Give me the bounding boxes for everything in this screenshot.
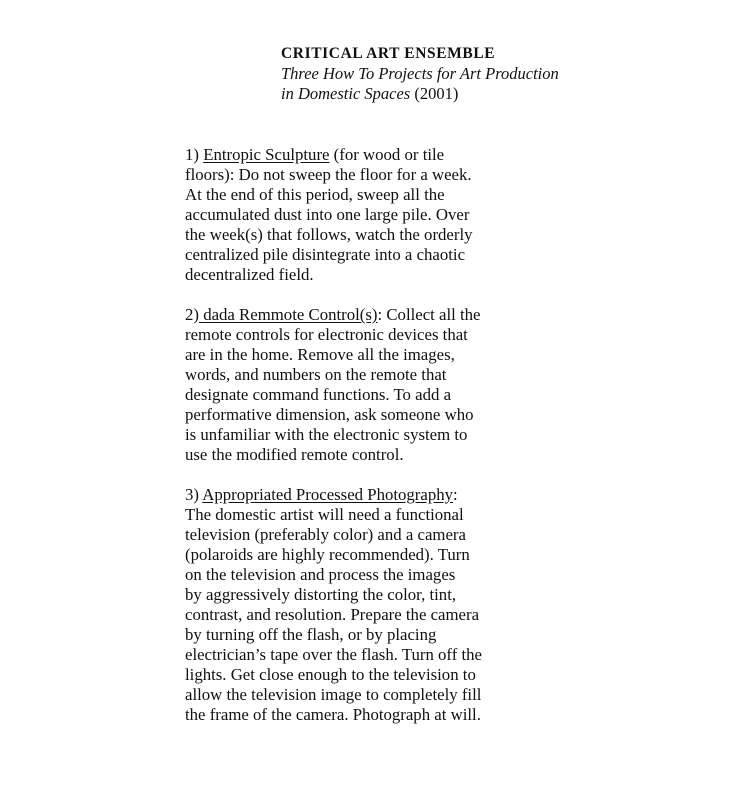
author-heading: CRITICAL ART ENSEMBLE (281, 45, 496, 62)
project-title-suffix: : (377, 305, 383, 324)
project-first-line (185, 145, 550, 165)
subtitle-line-2 (281, 84, 721, 104)
project-text-line: use the modified remote control. (185, 445, 404, 464)
project-text-line: television (preferably color) and a camera (185, 525, 466, 544)
project-text-line: decentralized field. (185, 265, 314, 284)
document-header (281, 44, 721, 104)
project-entropic-sculpture (185, 145, 550, 285)
project-text-line: words, and numbers on the remote that (185, 365, 447, 384)
project-text-line: the frame of the camera. Photograph at will. (185, 705, 481, 724)
project-text-line: lights. Get close enough to the television to (185, 665, 476, 684)
project-dada-remote-control (185, 305, 550, 465)
project-text-line: The domestic artist will need a functional (185, 505, 464, 524)
project-first-line (185, 485, 550, 505)
project-text-line: designate command functions. To add a (185, 385, 452, 404)
project-title-text: dada Remmote Control(s) (203, 305, 378, 324)
publication-year: (2001) (414, 84, 459, 103)
project-title: Appropriated Processed Photography (202, 485, 454, 504)
project-title-suffix: : (453, 485, 458, 504)
project-text-line: (for wood or tile (329, 145, 445, 164)
project-text-line: performative dimension, ask someone who (185, 405, 474, 424)
project-text-line: is unfamiliar with the electronic system to (185, 425, 468, 444)
project-text-line: remote controls for electronic devices that (185, 325, 468, 344)
project-text-line: by aggressively distorting the color, tint, (185, 585, 457, 604)
project-text-line: At the end of this period, sweep all the (185, 185, 445, 204)
project-number: 3) (185, 485, 199, 504)
project-text-line: the week(s) that follows, watch the orderly (185, 225, 473, 244)
project-text-line: by turning off the flash, or by placing (185, 625, 437, 644)
project-text-line: allow the television image to completely fill (185, 685, 482, 704)
document-body (185, 145, 550, 745)
project-number: 1) (185, 145, 199, 164)
project-title (199, 305, 378, 324)
project-text-line: floors): Do not sweep the floor for a week. (185, 165, 472, 184)
project-text-line: accumulated dust into one large pile. Over (185, 205, 470, 224)
project-number: 2) (185, 305, 199, 324)
project-first-line (185, 305, 550, 325)
project-text-line: contrast, and resolution. Prepare the camera (185, 605, 480, 624)
project-text-line: (polaroids are highly recommended). Turn (185, 545, 470, 564)
project-text-line: on the television and process the images (185, 565, 456, 584)
project-title: Entropic Sculpture (203, 145, 330, 164)
subtitle-line-2-text: in Domestic Spaces (281, 84, 411, 103)
project-appropriated-photography (185, 485, 550, 725)
project-text-line: are in the home. Remove all the images, (185, 345, 455, 364)
document-subtitle (281, 64, 721, 104)
project-text-line: Collect all the (382, 305, 481, 324)
project-text-line: electrician’s tape over the flash. Turn off the (185, 645, 483, 664)
subtitle-line-1: Three How To Projects for Art Production (281, 64, 559, 83)
project-text-line: centralized pile disintegrate into a chaotic (185, 245, 466, 264)
